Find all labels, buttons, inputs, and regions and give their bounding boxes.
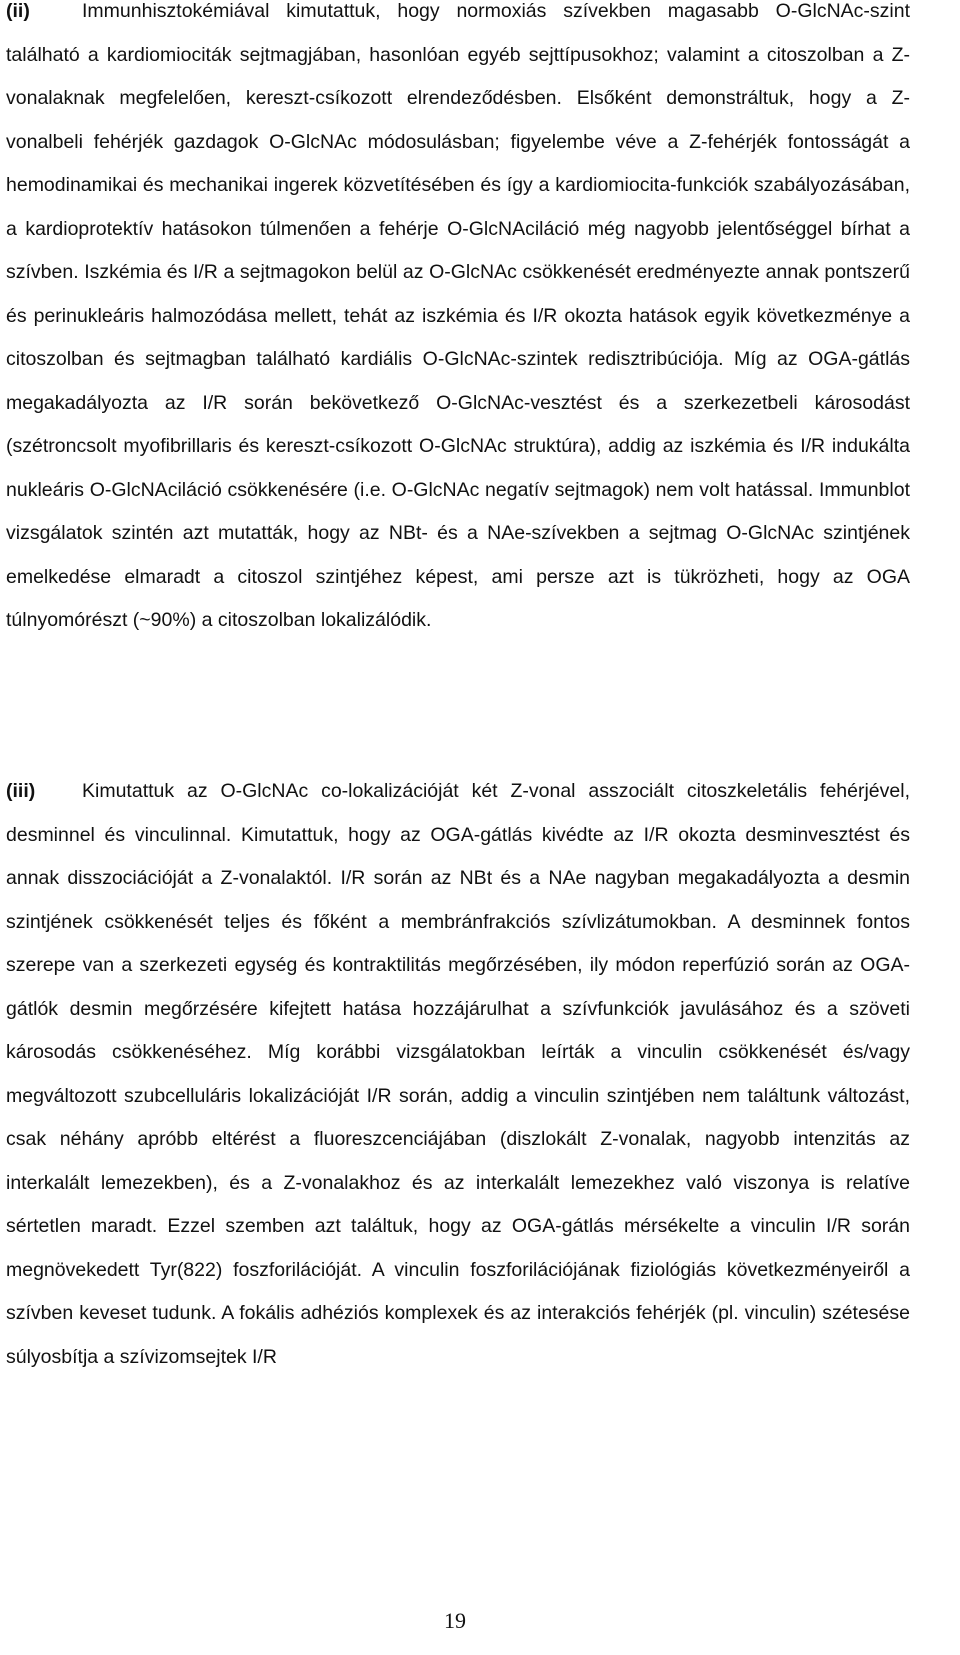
section-body: Kimutattuk az O-GlcNAc co-lokalizációját két Z-vonal asszociált citoszkeletális fehérjével, desminnel és vinculinnal. Kimutattuk, hogy az OGA-gátlás kivédte az I/R okozta desminvesztést és annak disszociációját a Z-vonalaktól. I/R során az NBt és a NAe nagyban megakadályozta a desmin szintjének csökkenését teljes és főként a membránfrakciós szívlizátumokban. A desminnek fontos szerepe van a szerkezeti egység és kontraktilitás megőrzésében, ily módon reperfúzió során az OGA-gátlók desmin megőrzésére kifejtett hatása hozzájárulhat a szívfunkciók javulásához és a szöveti károsodás csökkenéséhez. Míg korábbi vizsgálatokban leírták a vinculin csökkenését és/vagy megváltozott szubcelluláris lokalizációját I/R során, addig a vinculin szintjében nem találtunk változást, csak néhány apróbb eltérést a fluoreszcenciájában (diszlokált Z-vonalak, nagyobb intenzitás az interkalált lemezekben), és a Z-vonalakhoz és az interkalált lemezekhez való viszonya is relatíve sértetlen maradt. Ezzel szemben azt találtuk, hogy az OGA-gátlás mérsékelte a vinculin I/R során megnövekedett Tyr(822) foszforilációját. A vinculin foszforilációjának fiziológiás következményeiről a szívben keveset tudunk. A fokális adhéziós komplexek és az interakciós fehérjék (pl. vinculin) szétesése súlyosbítja a szívizomsejtek I/R (6, 780, 910, 1368)
section-number: (iii) (6, 780, 36, 802)
section-body: Immunhisztokémiával kimutattuk, hogy normoxiás szívekben magasabb O-GlcNAc-szint található a kardiomiociták sejtmagjában, hasonlóan egyéb sejttípusokhoz; valamint a citoszolban a Z-vonalaknak megfelelően, kereszt-csíkozott elrendeződésben. Elsőként demonstráltuk, hogy a Z-vonalbeli fehérjék gazdagok O-GlcNAc módosulásban; figyelembe véve a Z-fehérjék fontosságát a hemodinamikai és mechanikai ingerek közvetítésében és így a kardiomiocita-funkciók szabályozásában, a kardioprotektív hatásokon túlmenően a fehérje O-GlcNAciláció még nagyobb jelentőséggel bírhat a szívben. Iszkémia és I/R a sejtmagokon belül az O-GlcNAc csökkenését eredményezte annak pontszerű és perinukleáris halmozódása mellett, tehát az iszkémia és I/R okozta hatások egyik következménye a citoszolban és sejtmagban található kardiális O-GlcNAc-szintek redisztribúciója. Míg az OGA-gátlás megakadályozta az I/R során bekövetkező O-GlcNAc-vesztést és a szerkezetbeli károsodást (szétroncsolt myofibrillaris és kereszt-csíkozott O-GlcNAc struktúra), addig az iszkémia és I/R indukálta nukleáris O-GlcNAciláció csökkenésére (i.e. O-GlcNAc negatív sejtmagok) nem volt hatással. Immunblot vizsgálatok szintén azt mutatták, hogy az NBt- és a NAe-szívekben a sejtmag O-GlcNAc szintjének emelkedése elmaradt a citoszol szintjéhez képest, ami persze azt is tükrözheti, hogy az OGA túlnyomórészt (~90%) a citoszolban lokalizálódik. (6, 0, 910, 631)
section-iii (6, 770, 910, 1379)
section-number: (ii) (6, 0, 30, 22)
section-ii (6, 0, 910, 643)
page-number: 19 (444, 1608, 466, 1633)
